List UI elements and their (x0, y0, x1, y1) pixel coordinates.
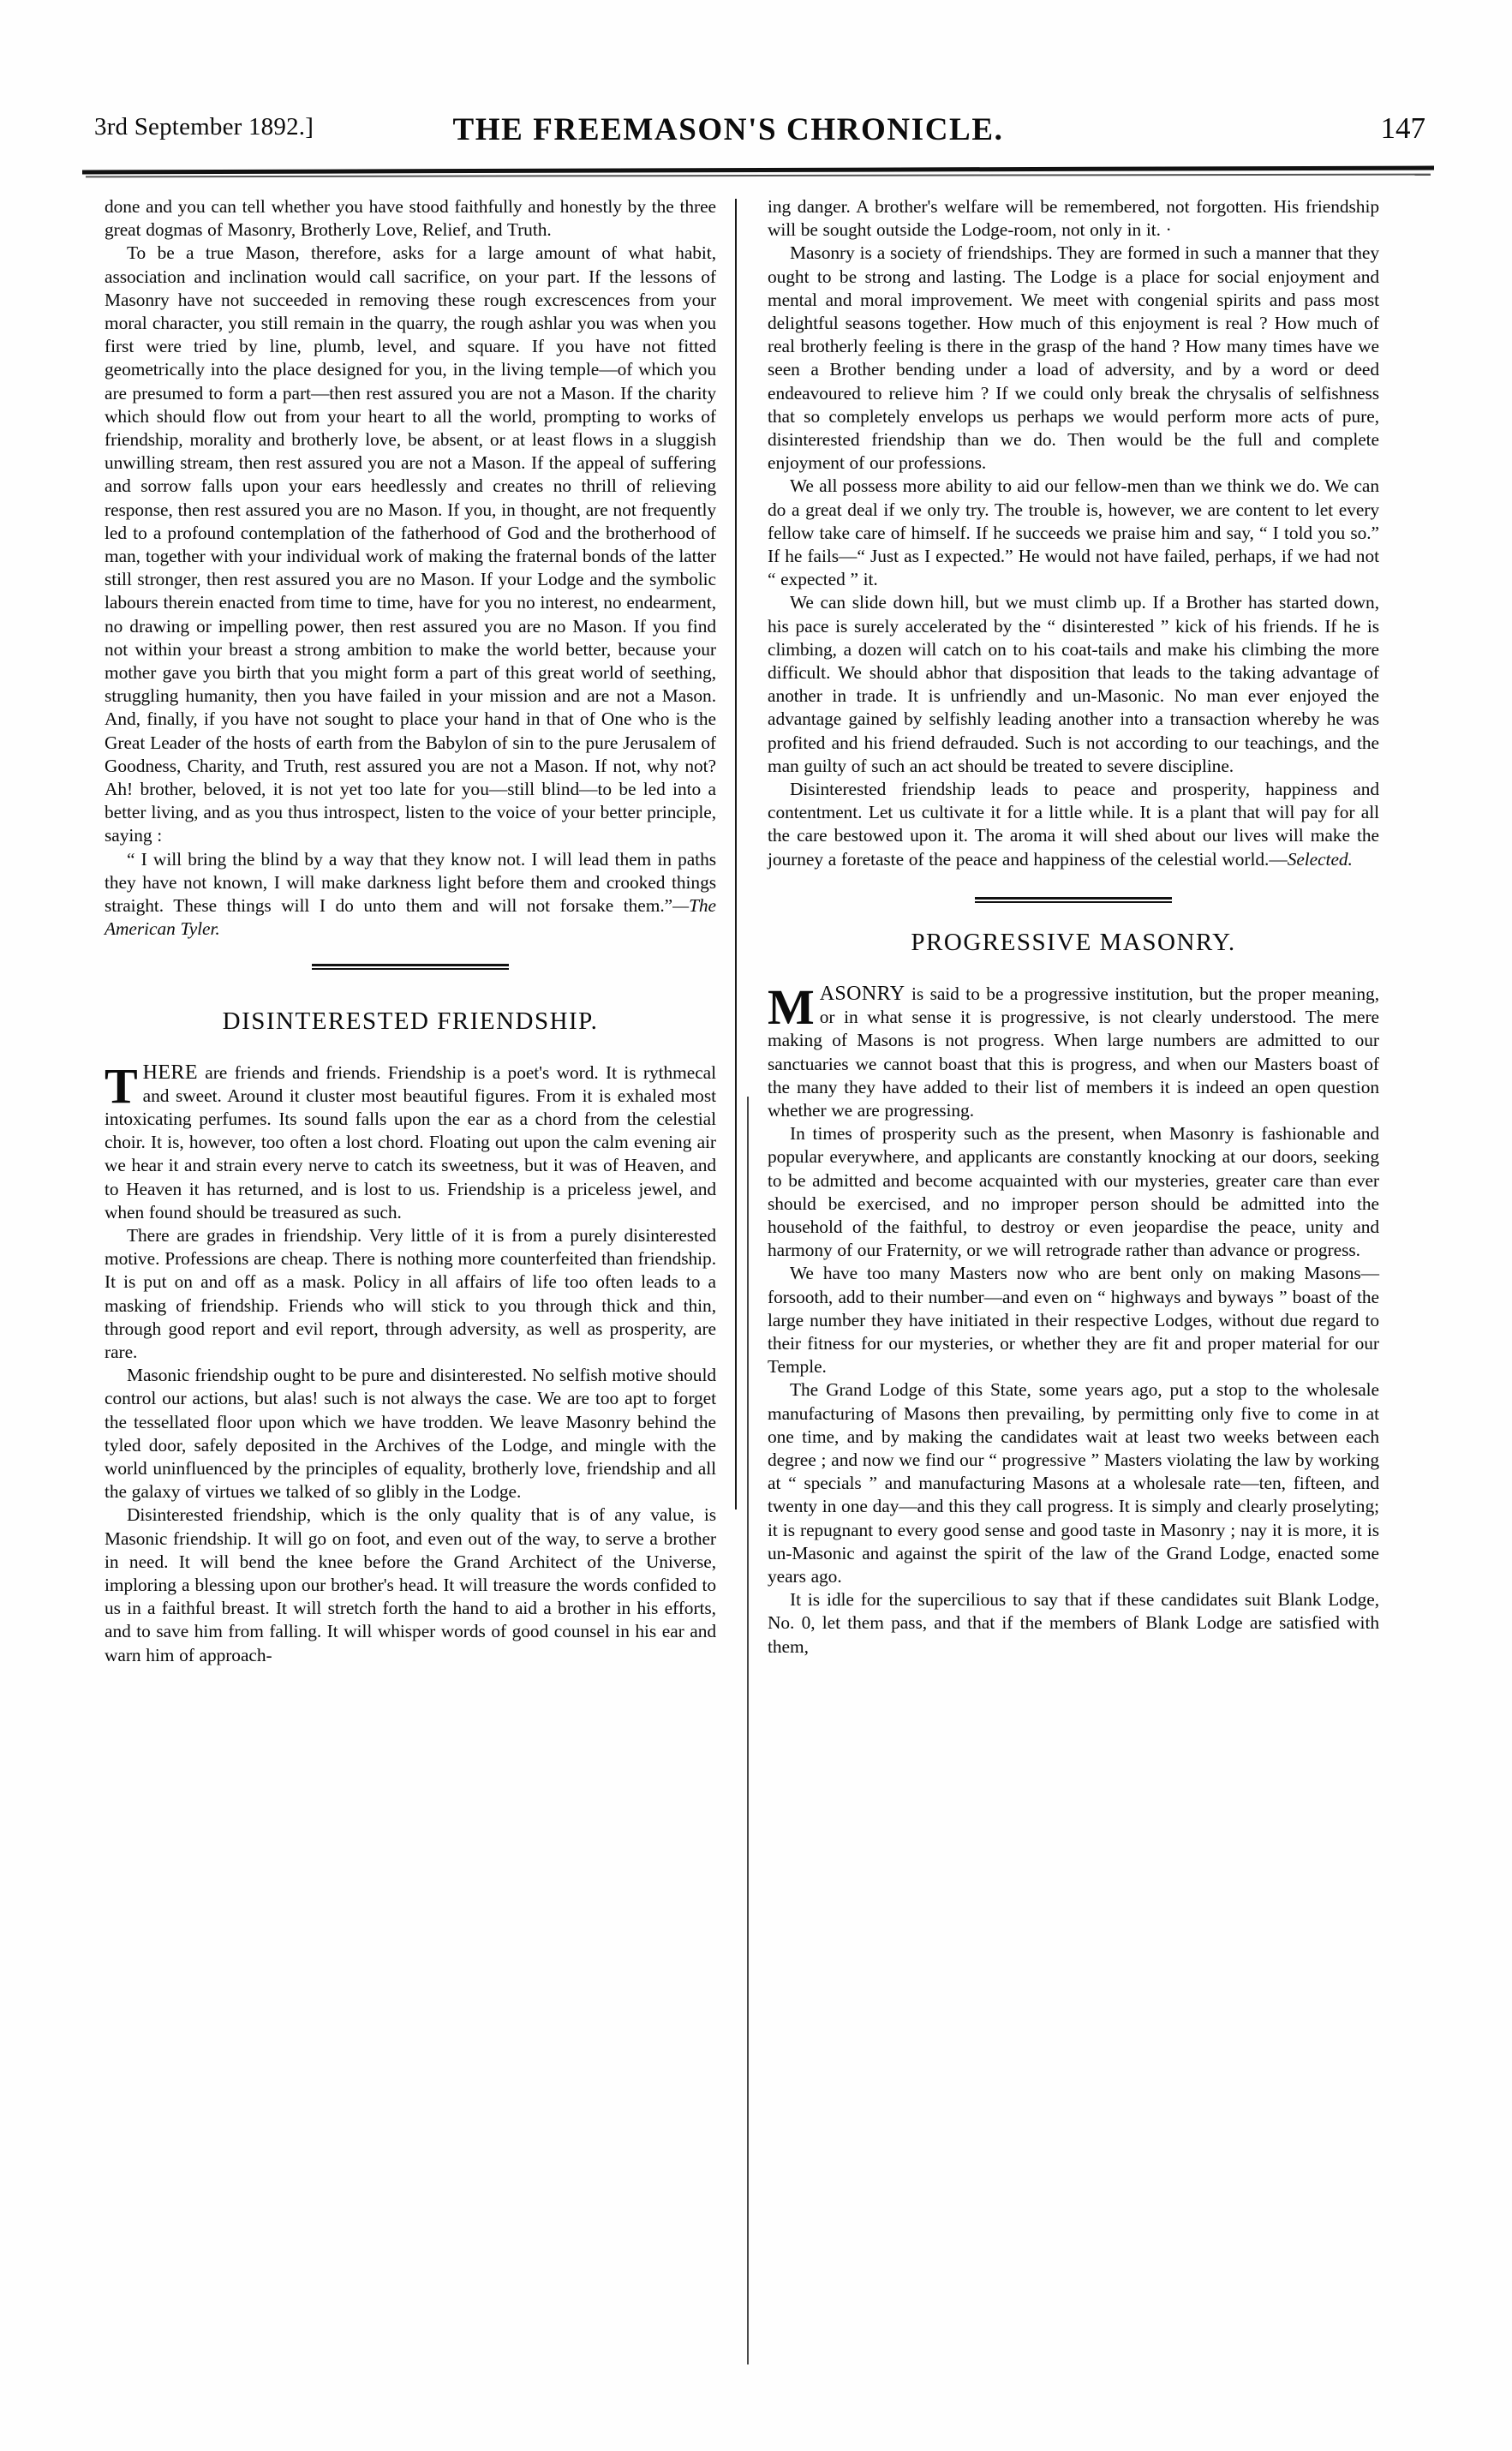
quotation-text: “ I will bring the blind by a way that they know not. I will lead them in paths they have not known, I will make darkness light before them and crooked things straight. These things will I do unto them and will not forsake them.” (105, 848, 716, 917)
paragraph: Masonry is a society of friendships. They are formed in such a manner that they ought to be strong and lasting. The Lodge is a place for social enjoyment and mental and moral improvement. We meet with congenial spirits and pass most delightful seasons together. How much of this enjoyment is real ? How much of real brotherly feeling is there in the grasp of the hand ? How many times have we seen a Brother bending under a load of adversity, and by a word or deed endeavoured to relieve him ? If we could only break the chrysalis of selfishness that so completely envelops us perhaps we would perform more acts of pure, disinterested friendship than we do. Then would be the full and complete enjoyment of our professions. (768, 242, 1379, 474)
right-column (768, 195, 1379, 1659)
issue-date: 3rd September 1892.] (94, 113, 314, 140)
paragraph: There are grades in friendship. Very little of it is from a purely disinterested motive. Professions are cheap. There is nothing more counterfeited than friendship. It is put on and off as a mask. Policy in all affairs of life too often leads to a masking of friendship. Friends who will stick to you through thick and thin, through good report and evil report, through adversity, as well as prosperity, are rare. (105, 1224, 716, 1362)
opening-word: HERE (142, 1061, 198, 1084)
publication-title: THE FREEMASON'S CHRONICLE. (452, 112, 1004, 147)
left-column (105, 195, 716, 1667)
source-attribution: —The American Tyler. (105, 895, 716, 940)
opening-text: are friends and friends. Friendship is a poet's word. It is rythmecal and sweet. Around it cluster most beautiful figures. From it is exhaled most intoxicating perfumes. Its sound falls upon the ear as a chord from the celestial choir. It is, however, too often a lost chord. Floating out upon the calm evening air we hear it and strain every nerve to catch its sweetness, but it was of Heaven, and to Heaven it has returned, and is lost to us. Friendship is a priceless jewel, and when found should be treasured as such. (105, 1061, 716, 1223)
paragraph: Masonic friendship ought to be pure and disinterested. No selfish motive should control our actions, but alas! such is not always the case. We are too apt to forget the tessellated floor upon which we have trodden. We leave Masonry behind the tyled door, safely deposited in the Archives of the Lodge, and mingle with the world uninfluenced by the principles of equality, brotherly love, friendship and all the galaxy of virtues we talked of so glibly in the Lodge. (105, 1365, 716, 1503)
section-rule (312, 964, 509, 970)
spacer (768, 957, 1379, 983)
page-number: 147 (1380, 111, 1425, 145)
drop-cap: T (105, 1057, 138, 1114)
masthead (86, 111, 1431, 171)
paragraph: The Grand Lodge of this State, some years ago, put a stop to the wholesale manufacturing of Masons then prevailing, by permitting only five to come in at one time, and by making the candidates wait at least two weeks between each degree ; and now we find our “ progressive ” Masters violating the law by working at “ specials ” and manufacturing Masons at a wholesale rate—ten, fifteen, and twenty in one day—and this they call progress. It is simply and clearly proselyting; it is repugnant to every good sense and good taste in Masonry ; nay it is more, it is un-Masonic and against the spirit of the law of the Grand Lodge, enacted some years ago. (768, 1379, 1379, 1587)
column-divider-top (735, 199, 737, 1509)
paragraph: Disinterested friendship, which is the only quality that is of any value, is Masonic friendship. It will go on foot, and even out of the way, to serve a brother in need. It will bend the knee before the Grand Architect of the Universe, imploring a blessing upon our brother's head. It will treasure the words confided to us in a faithful breast. It will stretch forth the hand to aid a brother in his efforts, and to save him from falling. It will whisper words of good counsel in his ear and warn him of approach- (105, 1504, 716, 1665)
closing-paragraph (768, 778, 1379, 871)
drop-cap: M (768, 978, 815, 1035)
paragraph: ing danger. A brother's welfare will be remembered, not forgotten. His friendship will be sought outside the Lodge-room, not only in it. · (768, 196, 1379, 241)
paragraph: We have too many Masters now who are bent only on making Masons—forsooth, add to their number—and even on “ highways and byways ” boast of the large number they have initiated in their respective Lodges, without due regard to their fitness for our mysteries, or whether they are fit and proper material for our Temple. (768, 1263, 1379, 1378)
masthead-rule-secondary (86, 174, 1431, 178)
column-divider-bottom (747, 1097, 749, 2364)
paragraph: It is idle for the supercilious to say that if these candidates suit Blank Lodge, No. 0, let them pass, and that if the members of Blank Lodge are satisfied with them, (768, 1589, 1379, 1657)
paragraph: To be a true Mason, therefore, asks for a large amount of what habit, association and inclination would call sacrifice, on your part. If the lessons of Masonry have not succeeded in removing these rough excrescences from your moral character, you still remain in the quarry, the rough ashlar you was when you first were tried by line, plumb, level, and square. If you have not fitted geometrically into the place designed for you, in the living temple—of which you are presumed to form a part—then rest assured you are not a Mason. If the charity which should flow out from your heart to all the world, prompting to works of friendship, morality and brotherly love, be absent, or at least flows in a sluggish unwilling stream, then rest assured you are not a Mason. If the appeal of suffering and sorrow falls upon your ears heedlessly and creates no thrill of relieving response, then rest assured you are no Mason. If you, in thought, are not frequently led to a profound contemplation of the fatherhood of God and the brotherhood of man, together with your individual work of making the fraternal bonds of the latter still stronger, then rest assured you are no Mason. If your Lodge and the symbolic labours therein enacted from time to time, have for you no interest, no endearment, no drawing or impelling power, then rest assured you are no Mason. If you find not within your breast a strong ambition to make the world better, because your mother gave you birth that you might form a part of this great world of seething, struggling humanity, then you have failed in your mission and are not a Mason. And, finally, if you have not sought to place your hand in that of One who is the Great Leader of the hosts of earth from the Babylon of sin to the pure Jerusalem of Goodness, Charity, and Truth, rest assured you are not a Mason. If not, why not? Ah! brother, beloved, it is not yet too late for you—still blind—to be led into a better living, and as you thus introspect, listen to the voice of your better principle, saying : (105, 242, 716, 846)
article-heading-progressive-masonry: PROGRESSIVE MASONRY. (911, 928, 1236, 956)
paragraph: We can slide down hill, but we must climb up. If a Brother has started down, his pace is surely accelerated by the “ disinterested ” kick of his friends. If he is climbing, a dozen will catch on to his coat-tails and make his climbing the more difficult. We should abhor that disposition that leads to the taking advantage of another in trade. It is unfriendly and un-Masonic. No man ever enjoyed the advantage gained by selfishly leading another into a transaction whereby he was profited and his friend defrauded. Such is not according to our teachings, and the man guilty of such an act should be treated to severe discipline. (768, 592, 1379, 776)
opening-text: is said to be a progressive institution, but the proper meaning, or in what sense it is progressive, is not clearly understood. The mere making of Masons is not progress. When large numbers are admitted to our sanctuaries we cannot boast that this is progress, and when our Masters boast of the many they have added to their list of members it is indeed an open question whether we are progressing. (768, 983, 1379, 1121)
paragraph: We all possess more ability to aid our fellow-men than we think we do. We can do a great deal if we only try. The trouble is, however, we are content to let every fellow take care of himself. If he succeeds we praise him and say, “ I told you so.” If he fails—“ Just as I expected.” He would not have failed, perhaps, if we had not “ expected ” it. (768, 475, 1379, 590)
paragraph-text: Disinterested friendship leads to peace and prosperity, happiness and contentment. Let us cultivate it for a little while. It is a plant that will pay for all the care bestowed upon it. The aroma it will shed about our lives will make the journey a foretaste of the peace and happiness of the celestial world.— (768, 779, 1379, 870)
paragraph: done and you can tell whether you have stood faithfully and honestly by the three great dogmas of Masonry, Brotherly Love, Relief, and Truth. (105, 196, 716, 241)
quotation-paragraph (105, 848, 716, 942)
source-attribution: Selected. (1287, 848, 1353, 870)
paragraph: In times of prosperity such as the present, when Masonry is fashionable and popular everywhere, and applicants are constantly knocking at our doors, seeking to be admitted and become acquainted with our mysteries, greater care than ever should be exercised, and no improper person should be admitted into the household of the faithful, to destroy or even jeopardise the peace, unity and harmony of our Fraternity, or we will retrograde rather than advance or progress. (768, 1123, 1379, 1261)
opening-word: ASONRY (819, 982, 905, 1005)
article-opening-paragraph (768, 978, 1379, 1122)
spacer (105, 1036, 716, 1061)
section-rule (975, 897, 1172, 903)
article-heading-disinterested-friendship: DISINTERESTED FRIENDSHIP. (222, 1007, 599, 1035)
article-opening-paragraph (105, 1057, 716, 1224)
